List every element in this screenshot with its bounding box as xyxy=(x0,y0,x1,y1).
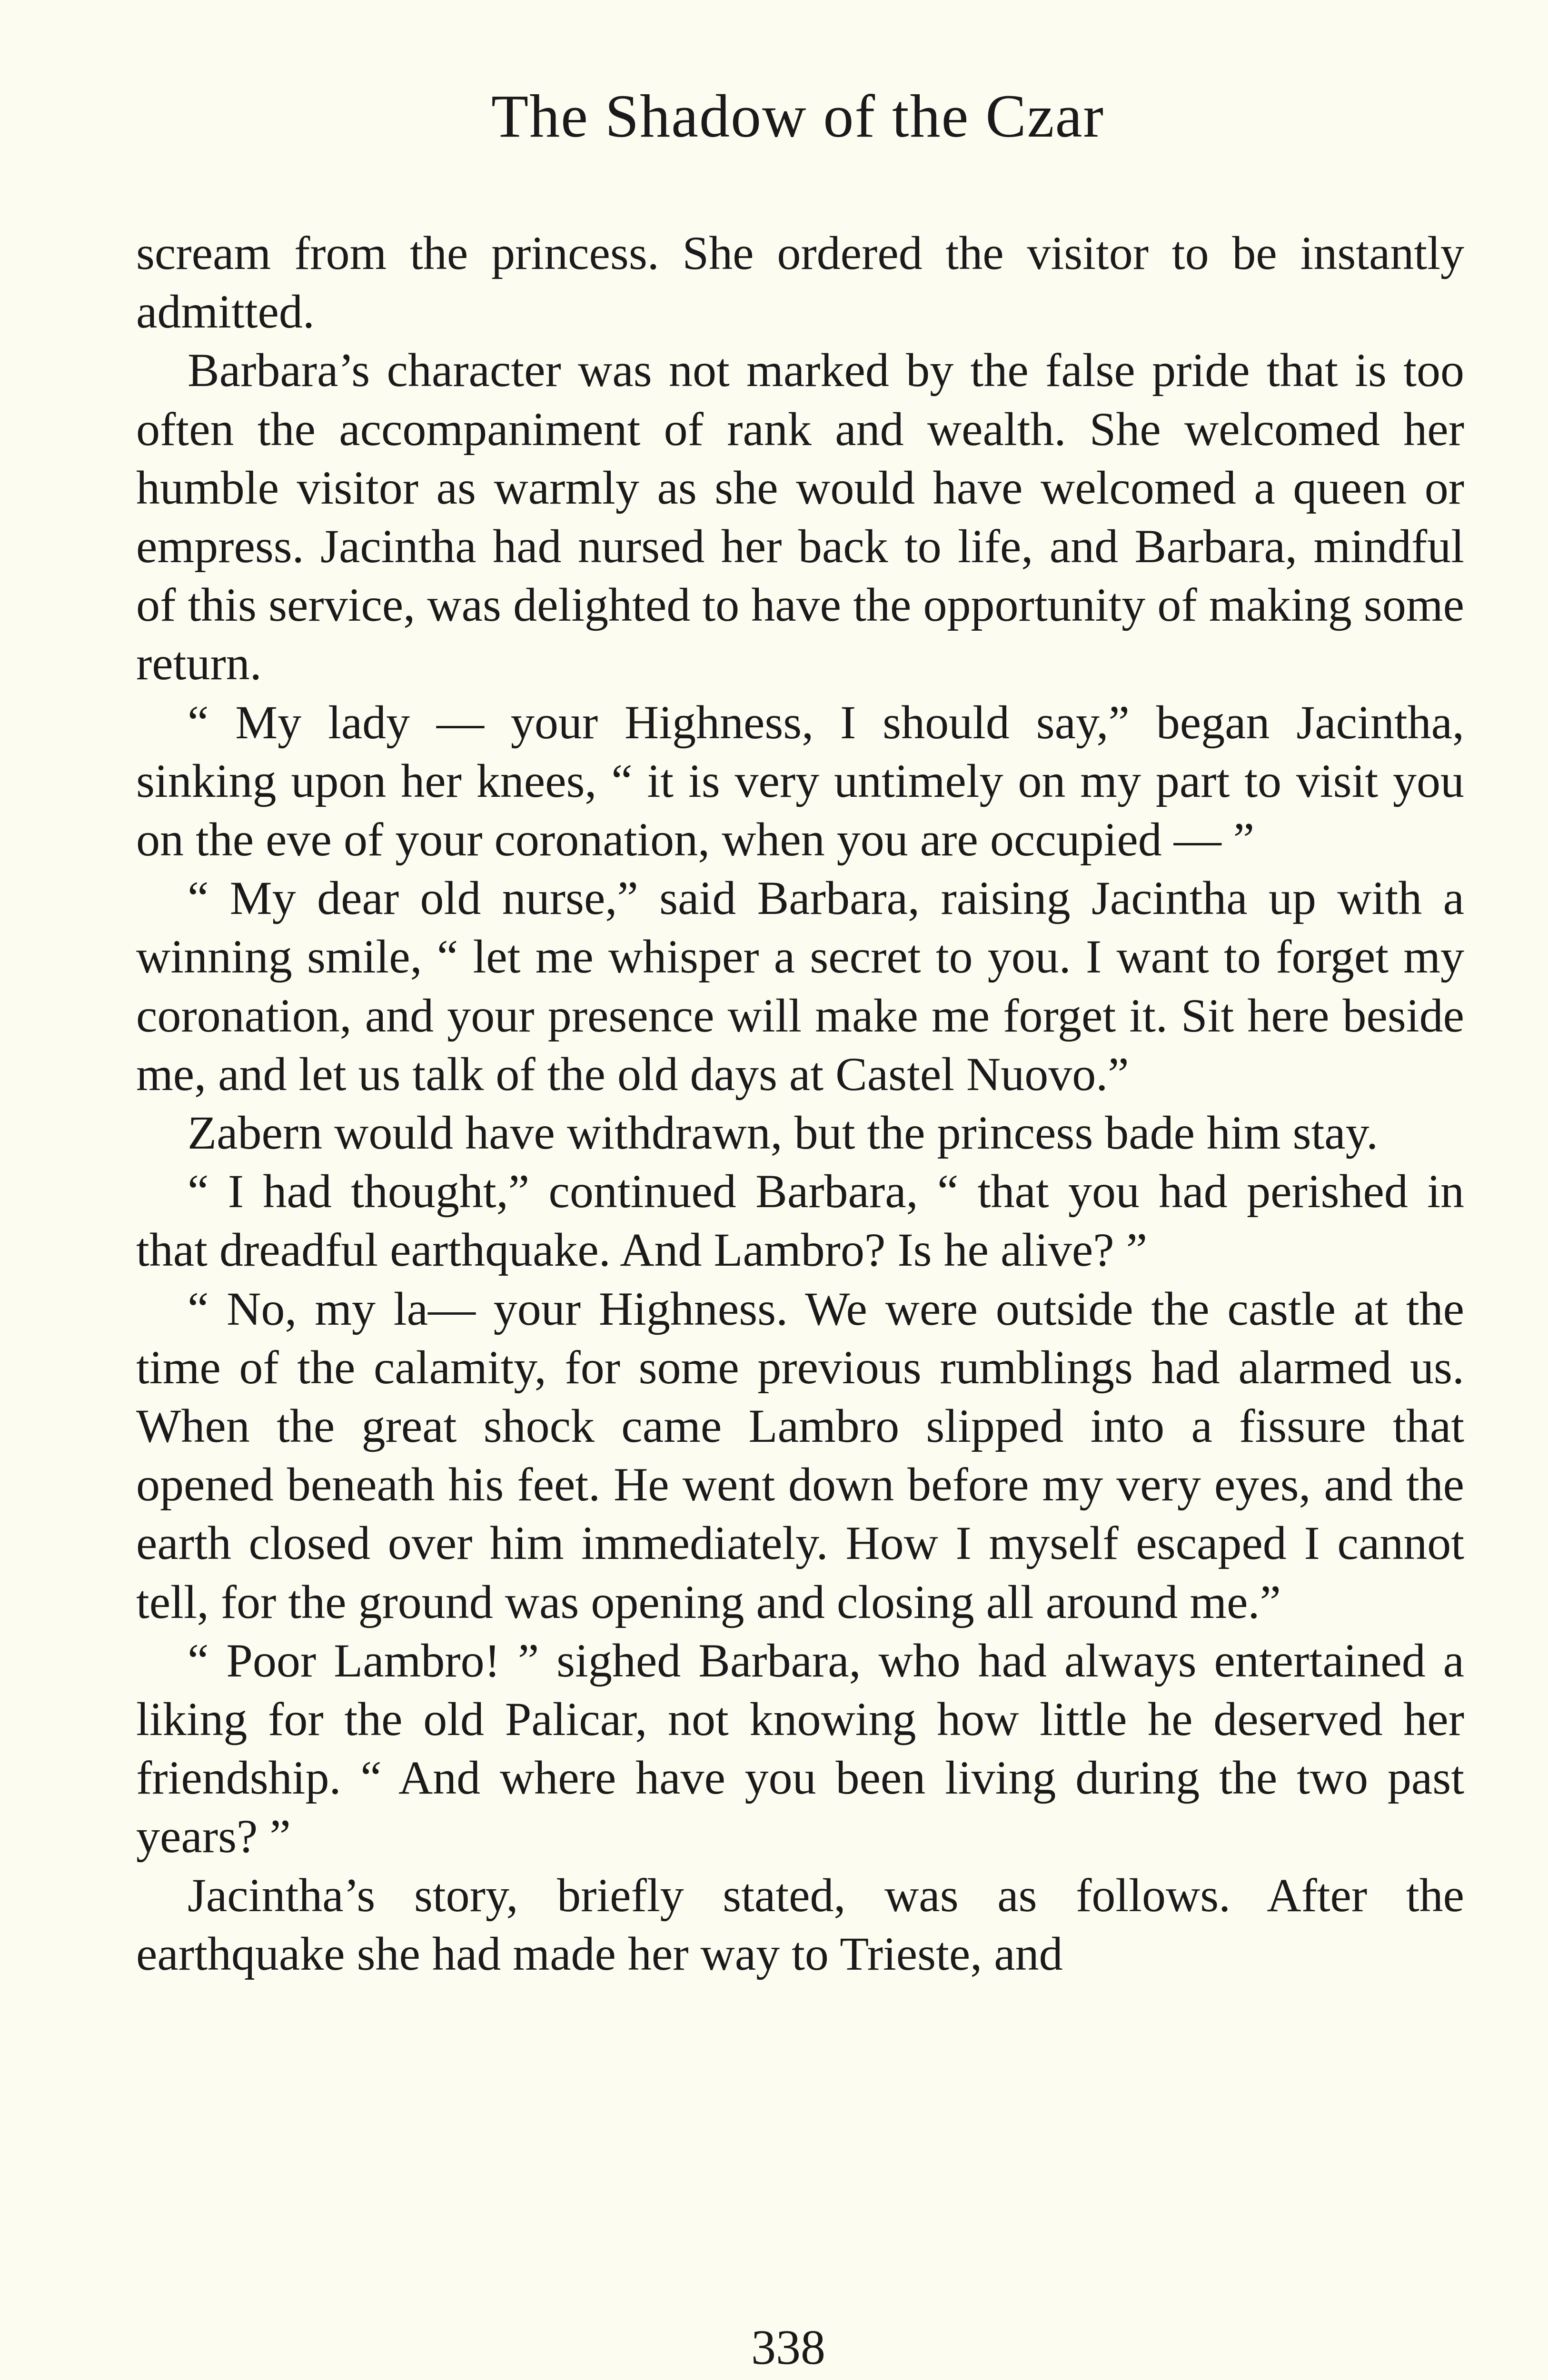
paragraph-2: Barbara’s character was not marked by the false pride that is too often the accompaniment of rank and wealth. She welcomed her humble visitor as warmly as she would have welcomed a queen or empress. Jacintha had nursed her back to life, and Barbara, mindful of this service, was delighted to have the opportunity of making some return. xyxy=(136,344,1464,690)
paragraph-1: scream from the princess. She ordered the visitor to be instantly admitted. xyxy=(136,227,1464,338)
paragraph-9: Jacintha’s story, briefly stated, was as follows. After the earthquake she had made her way to Trieste, and xyxy=(136,1868,1464,1980)
paragraph-4: “ My dear old nurse,” said Barbara, raising Jacintha up with a winning smile, “ let me whisper a secret to you. I want to forget my coronation, and your presence will make me forget it. Sit here beside me, and let us talk of the old days at Castel Nuovo.” xyxy=(136,872,1464,1101)
paragraph-8: “ Poor Lambro! ” sighed Barbara, who had always entertained a liking for the old Palicar, not knowing how little he deserved her friendship. “ And where have you been living during the two past years? ” xyxy=(136,1634,1464,1863)
paragraph-6: “ I had thought,” continued Barbara, “ that you had perished in that dreadful earthquake. And Lambro? Is he alive? ” xyxy=(136,1165,1464,1277)
body-text xyxy=(136,224,1464,1983)
paragraph-7: “ No, my la— your Highness. We were outside the castle at the time of the calamity, for some previous rumblings had alarmed us. When the great shock came Lambro slipped into a fissure that opened beneath his feet. He went down before my very eyes, and the earth closed over him immediately. How I myself escaped I cannot tell, for the ground was opening and closing all around me.” xyxy=(136,1282,1464,1628)
paragraph-3: “ My lady — your Highness, I should say,” began Jacintha, sinking upon her knees, “ it is very untimely on my part to visit you on the eve of your coronation, when you are occupied — ” xyxy=(136,695,1464,866)
page-number: 338 xyxy=(751,2320,825,2375)
paragraph-5: Zabern would have withdrawn, but the princess bade him stay. xyxy=(188,1106,1379,1160)
running-head-title: The Shadow of the Czar xyxy=(491,82,1105,150)
